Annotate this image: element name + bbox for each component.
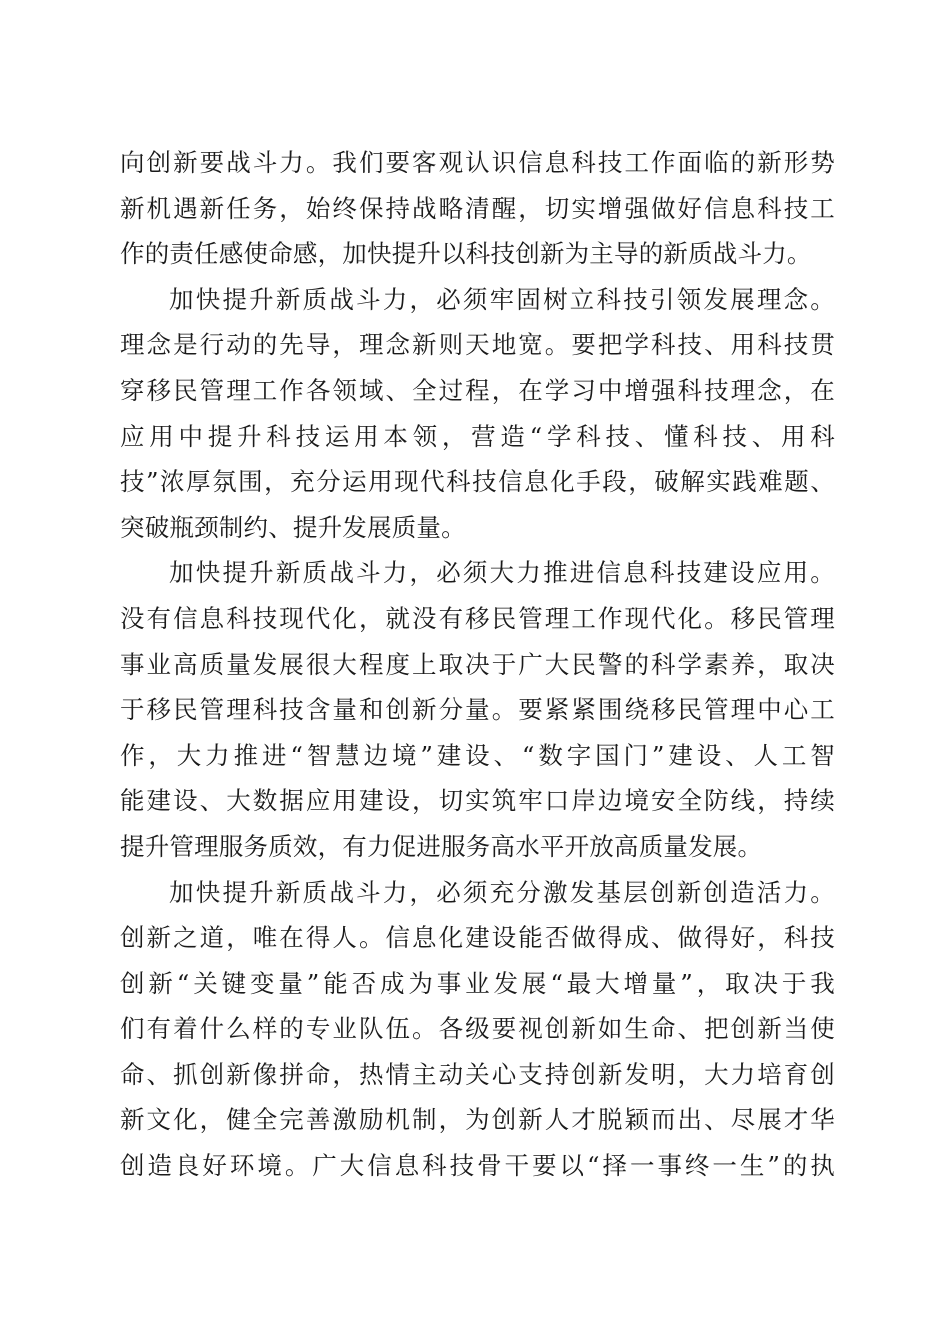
text-line: 创新之道，唯在得人。信息化建设能否做得成、做得好，科技 <box>120 923 835 953</box>
text-line: 理念是行动的先导，理念新则天地宽。要把学科技、用科技贯 <box>120 330 835 360</box>
text-line: 作，大力推进“智慧边境”建设、“数字国门”建设、人工智 <box>120 740 835 770</box>
text-line: 提升管理服务质效，有力促进服务高水平开放高质量发展。 <box>120 831 763 861</box>
text-line: 突破瓶颈制约、提升发展质量。 <box>120 512 466 542</box>
text-line: 没有信息科技现代化，就没有移民管理工作现代化。移民管理 <box>120 603 835 633</box>
article-body <box>120 140 835 1189</box>
text-line: 于移民管理科技含量和创新分量。要紧紧围绕移民管理中心工 <box>120 695 835 725</box>
text-line: 技”浓厚氛围，充分运用现代科技信息化手段，破解实践难题、 <box>120 467 835 497</box>
paragraph-first-line: 加快提升新质战斗力，必须大力推进信息科技建设应用。 <box>169 558 835 588</box>
text-line: 们有着什么样的专业队伍。各级要视创新如生命、把创新当使 <box>120 1014 835 1044</box>
text-line: 作的责任感使命感，加快提升以科技创新为主导的新质战斗力。 <box>120 239 812 269</box>
text-line: 能建设、大数据应用建设，切实筑牢口岸边境安全防线，持续 <box>120 786 835 816</box>
text-line: 穿移民管理工作各领域、全过程，在学习中增强科技理念，在 <box>120 375 835 405</box>
text-line: 命、抓创新像拼命，热情主动关心支持创新发明，大力培育创 <box>120 1059 835 1089</box>
paragraph-first-line: 加快提升新质战斗力，必须牢固树立科技引领发展理念。 <box>169 284 835 314</box>
text-line: 新文化，健全完善激励机制，为创新人才脱颖而出、尽展才华 <box>120 1105 835 1135</box>
text-line: 创造良好环境。广大信息科技骨干要以“择一事终一生”的执 <box>120 1151 835 1181</box>
text-line: 新机遇新任务，始终保持战略清醒，切实增强做好信息科技工 <box>120 193 835 223</box>
text-line: 事业高质量发展很大程度上取决于广大民警的科学素养，取决 <box>120 649 835 679</box>
text-line: 向创新要战斗力。我们要客观认识信息科技工作面临的新形势 <box>120 148 835 177</box>
paragraph-first-line: 加快提升新质战斗力，必须充分激发基层创新创造活力。 <box>169 877 835 907</box>
text-line: 创新“关键变量”能否成为事业发展“最大增量”，取决于我 <box>120 968 835 998</box>
text-line: 应用中提升科技运用本领，营造“学科技、懂科技、用科 <box>120 421 835 451</box>
